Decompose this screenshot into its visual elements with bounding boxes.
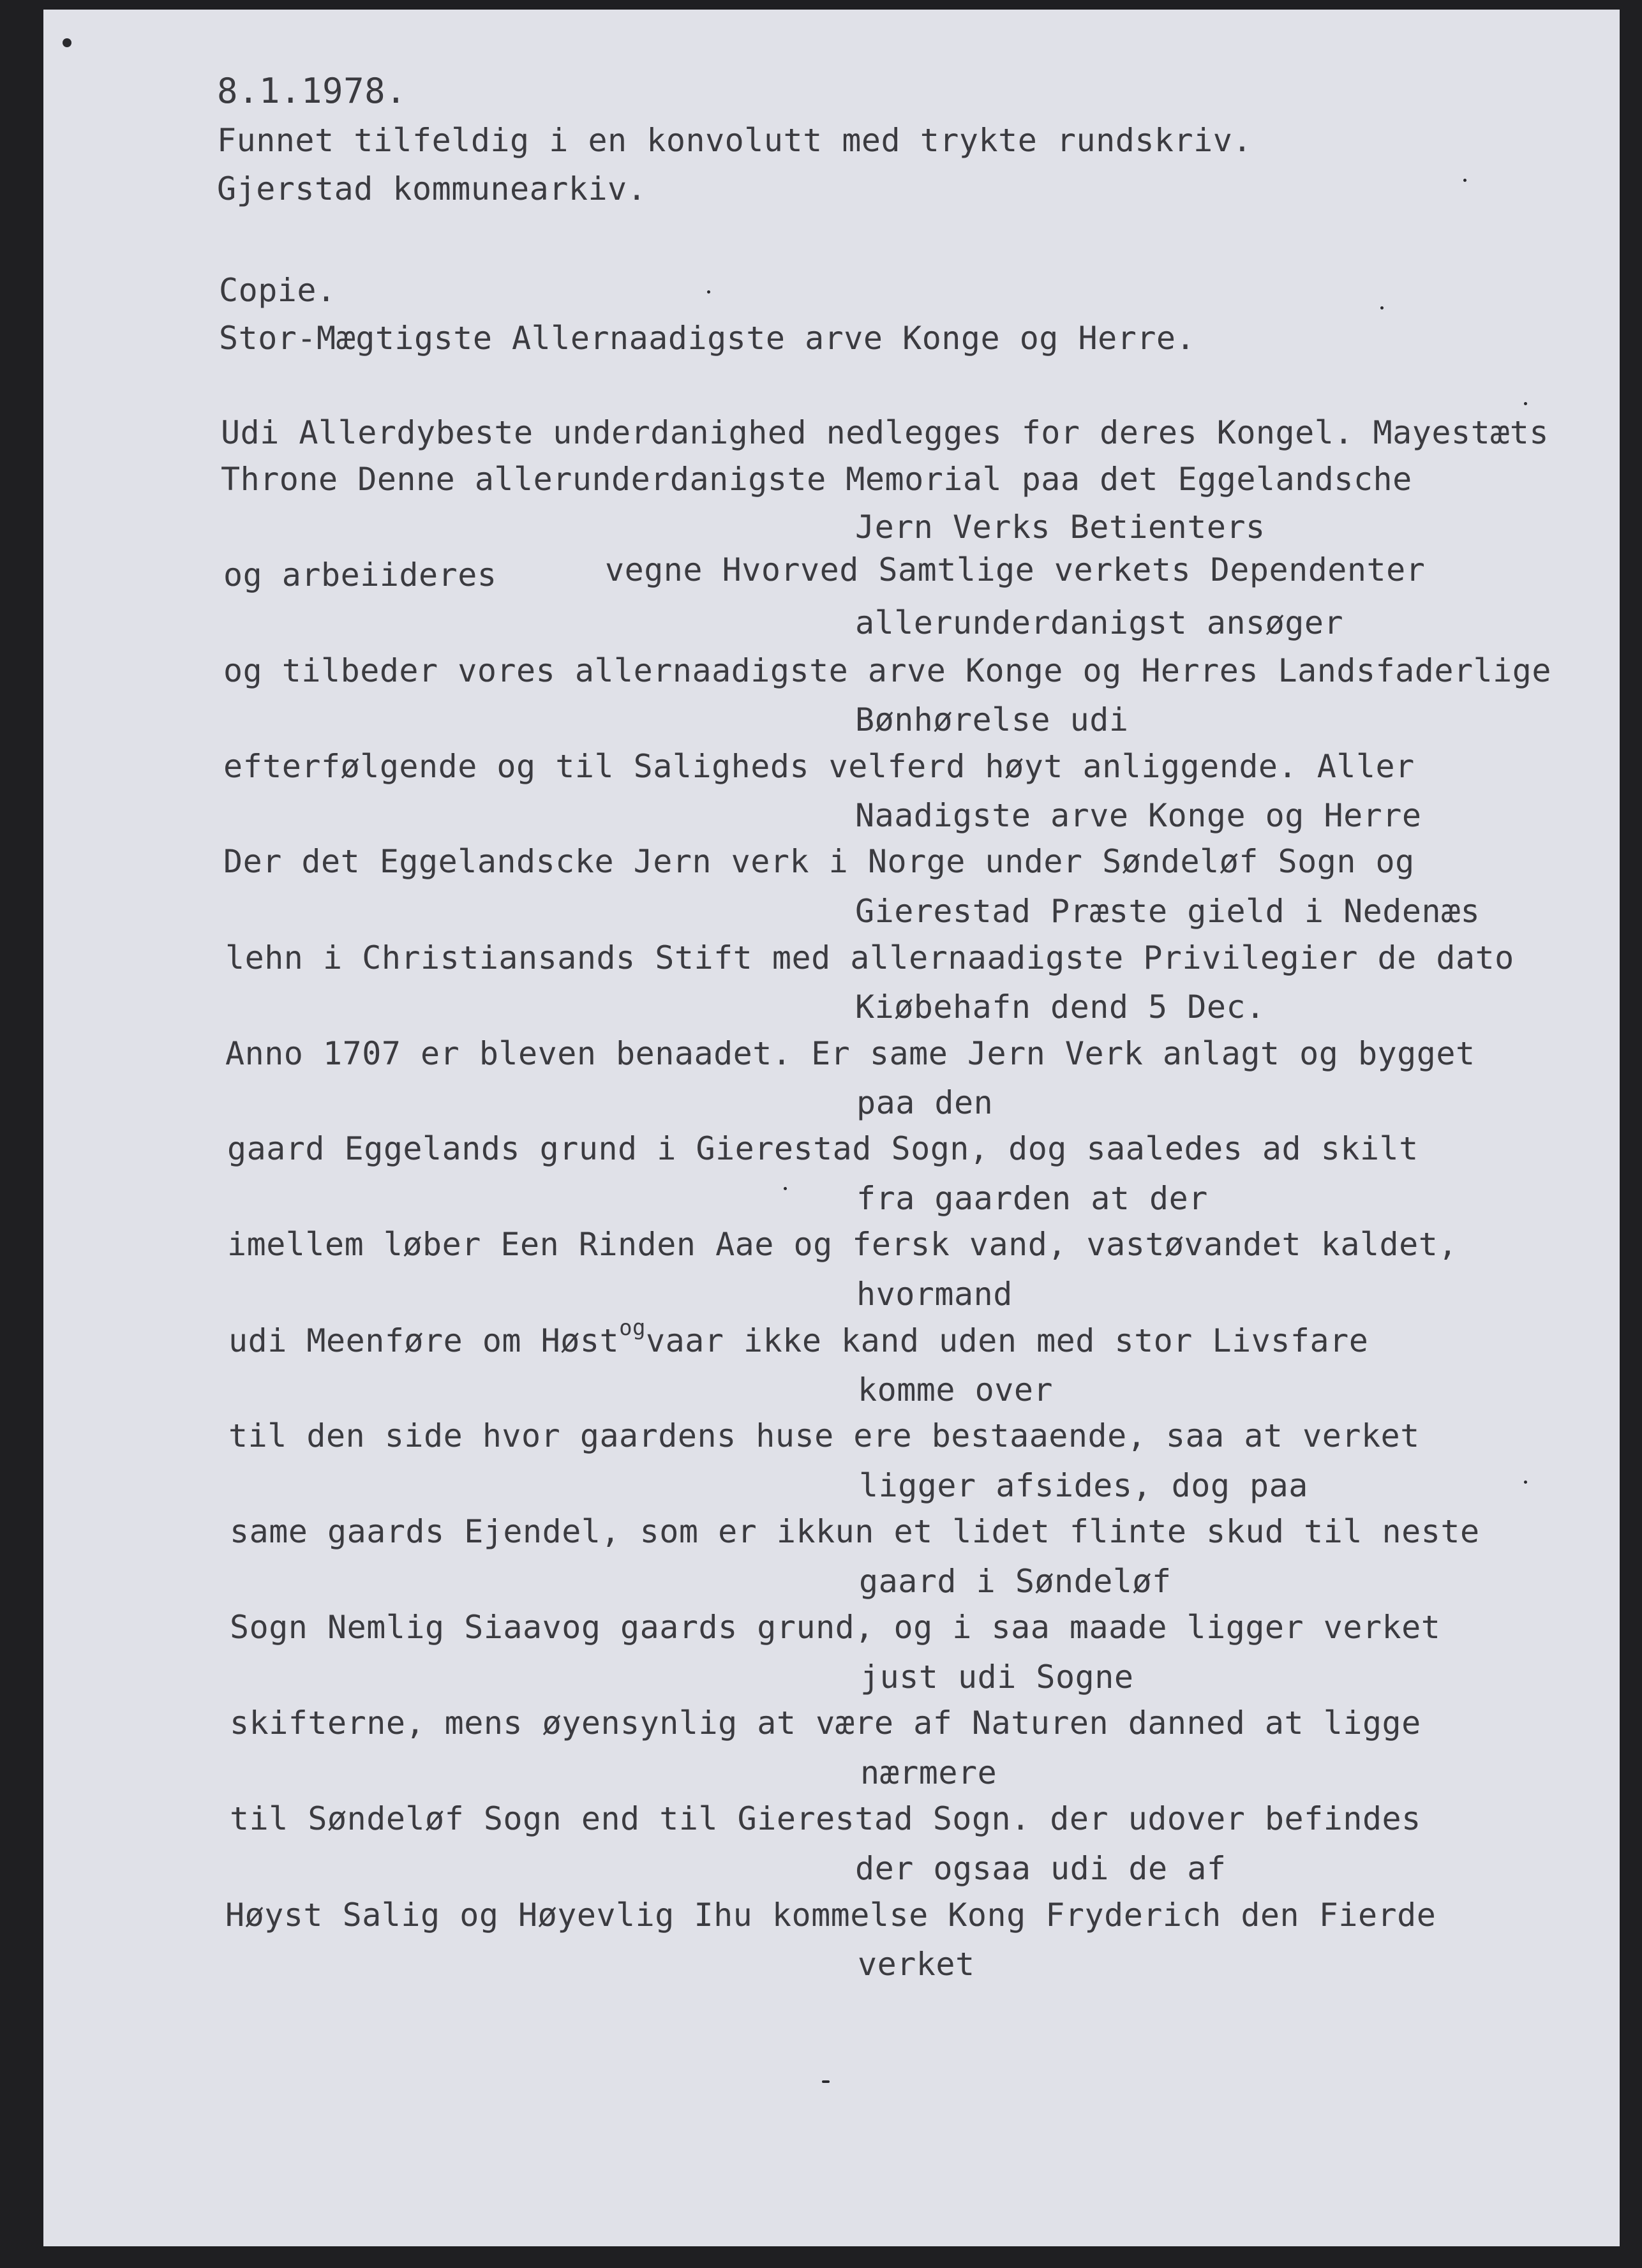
text-line: lehn i Christiansands Stift med allernaadigste Privilegier de dato [225, 939, 1514, 976]
text-line: og tilbeder vores allernaadigste arve Konge og Herres Landsfaderlige [223, 652, 1551, 689]
text-line: gaard i Søndeløf [859, 1563, 1172, 1600]
text-line: Kiøbehafn dend 5 Dec. [855, 989, 1265, 1026]
text-line: same gaards Ejendel, som er ikkun et lidet flinte skud til neste [230, 1513, 1480, 1550]
text-line: efterfølgende og til Saligheds velferd høyt anliggende. Aller [223, 748, 1415, 785]
text-line: vegne Hvorved Samtlige verkets Dependenter [605, 551, 1426, 588]
text-line: Høyst Salig og Høyevlig Ihu kommelse Kong Fryderich den Fierde [225, 1897, 1437, 1934]
document-page [43, 10, 1620, 2246]
salutation: Stor-Mægtigste Allernaadigste arve Konge og Herre. [219, 320, 1196, 357]
text-line: skifterne, mens øyensynlig at være af Naturen danned at ligge [230, 1705, 1421, 1742]
text-line: til Søndeløf Sogn end til Gierestad Sogn. der udover befindes [230, 1800, 1421, 1837]
text-line: Naadigste arve Konge og Herre [855, 797, 1422, 834]
punch-mark [63, 38, 71, 47]
speck [707, 290, 710, 294]
speck [784, 1187, 787, 1190]
text-line: Sogn Nemlig Siaavog gaards grund, og i saa maade ligger verket [230, 1609, 1441, 1646]
speck [822, 2080, 830, 2083]
text-line: gaard Eggelands grund i Gierestad Sogn, dog saaledes ad skilt [227, 1130, 1419, 1167]
text-line: Bønhørelse udi [855, 701, 1129, 738]
text-fragment: udi Meenføre om Høst [228, 1322, 620, 1359]
text-line: verket [858, 1946, 975, 1983]
note-line: Funnet tilfeldig i en konvolutt med trykte rundskriv. [217, 122, 1252, 159]
text-line: Gierestad Præste gield i Nedenæs [855, 893, 1481, 930]
text-line: hvormand [856, 1276, 1013, 1313]
text-line: allerunderdanigst ansøger [855, 604, 1344, 641]
speck [1463, 179, 1467, 182]
text-line: imellem løber Een Rinden Aae og fersk vand, vastøvandet kaldet, [227, 1226, 1458, 1263]
text-line: nærmere [860, 1754, 997, 1791]
speck [1524, 1481, 1527, 1484]
superscript-insertion: og [619, 1315, 646, 1341]
copy-label: Copie. [219, 272, 336, 309]
text-line: Throne Denne allerunderdanigste Memorial paa det Eggelandsche [221, 461, 1412, 498]
text-line: og arbeiideres [223, 556, 497, 593]
text-line [228, 1315, 1369, 1362]
speck [1524, 402, 1527, 405]
text-line: Jern Verks Betienters [855, 509, 1265, 546]
text-line: Udi Allerdybeste underdanighed nedlegges for deres Kongel. Mayestæts [221, 414, 1549, 451]
speck [1380, 306, 1384, 310]
text-line: Anno 1707 er bleven benaadet. Er same Jern Verk anlagt og bygget [225, 1035, 1475, 1072]
text-line: ligger afsides, dog paa [859, 1467, 1308, 1504]
text-line: til den side hvor gaardens huse ere bestaaende, saa at verket [228, 1417, 1420, 1454]
text-line: just udi Sogne [860, 1659, 1134, 1696]
text-line: Der det Eggelandscke Jern verk i Norge under Søndeløf Sogn og [223, 843, 1415, 880]
text-line: der ogsaa udi de af [855, 1850, 1227, 1887]
text-line: paa den [856, 1084, 994, 1121]
text-line: fra gaarden at der [856, 1180, 1208, 1217]
text-line: komme over [858, 1371, 1054, 1408]
note-line: Gjerstad kommunearkiv. [217, 170, 647, 207]
text-fragment: vaar ikke kand uden med stor Livsfare [646, 1322, 1369, 1359]
date-line: 8.1.1978. [217, 71, 407, 111]
